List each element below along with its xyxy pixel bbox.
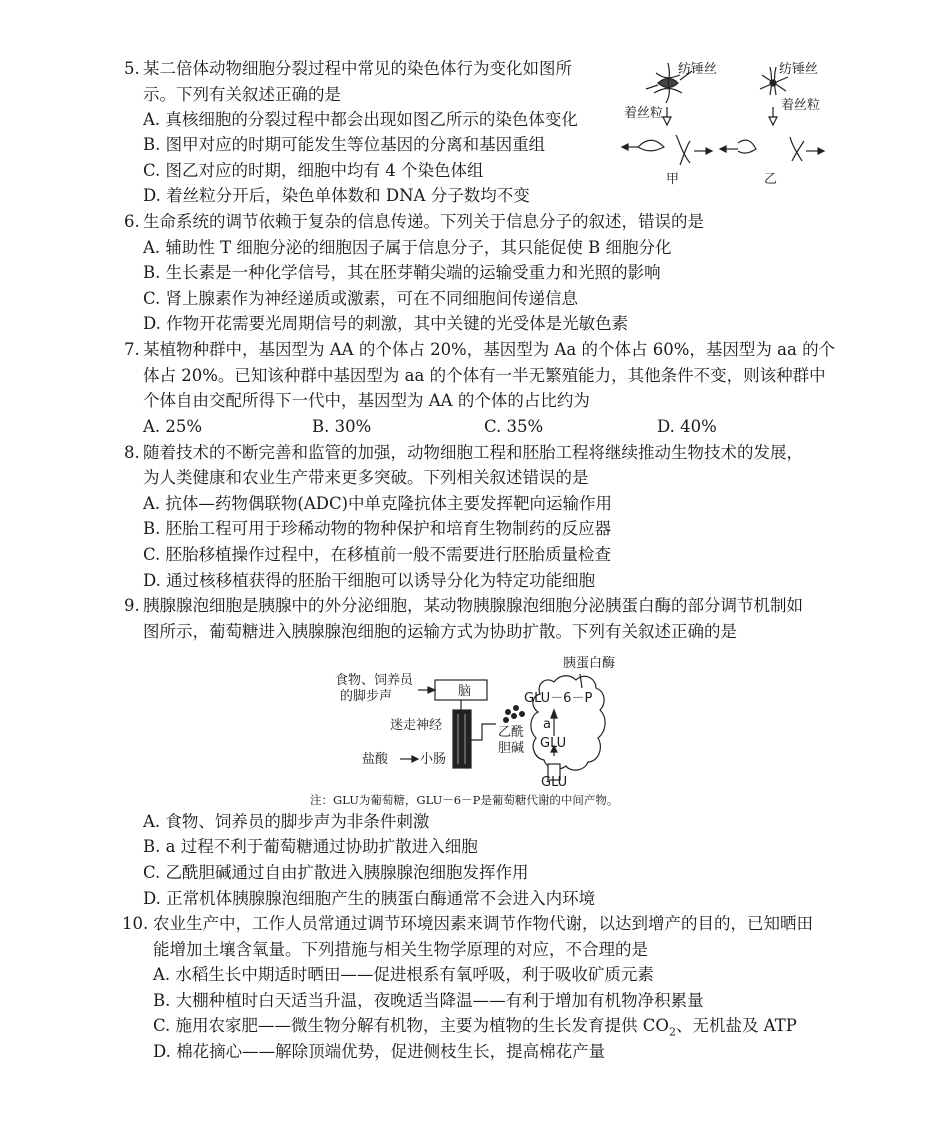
question-stem: 体占 20%。已知该种群中基因型为 aa 的个体有一半无繁殖能力，其他条件不变，则该种群中: [143, 366, 826, 385]
option-a: A. 25%: [143, 417, 203, 436]
question-number: 7.: [124, 340, 140, 359]
option-a: A. 水稻生长中期适时晒田——促进根系有氧呼吸，利于吸收矿质元素: [153, 965, 654, 984]
option-c: C. 肾上腺素作为神经递质或激素，可在不同细胞间传递信息: [143, 289, 579, 308]
question-number: 9.: [124, 596, 140, 615]
option-c-text: C. 施用农家肥——微生物分解有机物，主要为植物的生长发育提供 CO: [153, 1016, 669, 1035]
option-d: D. 通过核移植获得的胚胎干细胞可以诱导分化为特定功能细胞: [143, 571, 596, 590]
question-stem: 某植物种群中，基因型为 AA 的个体占 20%，基因型为 Aa 的个体占 60%，基因型为 aa 的个: [143, 340, 836, 359]
question-number: 5.: [124, 59, 140, 78]
option-c: C. 胚胎移植操作过程中，在移植前一般不需要进行胚胎质量检查: [143, 545, 612, 564]
acetylcholine-label: 胆碱: [498, 741, 525, 756]
spindle-label: 纺锤丝: [678, 62, 718, 77]
centromere-label: 着丝粒: [624, 106, 664, 121]
process-a-label: a: [543, 717, 551, 732]
centromere-label: 着丝粒: [781, 98, 821, 113]
question-stem: 为人类健康和农业生产带来更多突破。下列相关叙述错误的是: [143, 468, 589, 487]
option-d: D. 作物开花需要光周期信号的刺激，其中关键的光受体是光敏色素: [143, 314, 629, 333]
question-stem: 胰腺腺泡细胞是胰腺中的外分泌细胞，某动物胰腺腺泡细胞分泌胰蛋白酶的部分调节机制如: [143, 596, 803, 615]
option-b: B. 图甲对应的时期可能发生等位基因的分离和基因重组: [143, 135, 546, 154]
glucose-outside-label: GLU: [541, 775, 568, 790]
option-c: C. 乙酰胆碱通过自由扩散进入胰腺腺泡细胞发挥作用: [143, 863, 529, 882]
option-c: C. 35%: [484, 417, 544, 436]
question-stem: 个体自由交配所得下一代中，基因型为 AA 的个体的占比约为: [143, 391, 590, 410]
stimulus-label: 食物、饲养员: [335, 673, 414, 688]
option-b: B. 大棚种植时白天适当升温，夜晚适当降温——有利于增加有机物净积累量: [153, 991, 704, 1010]
option-d: D. 40%: [657, 417, 717, 436]
option-a: A. 食物、饲养员的脚步声为非条件刺激: [143, 812, 430, 831]
option-a: A. 真核细胞的分裂过程中都会出现如图乙所示的染色体变化: [143, 110, 578, 129]
option-c: [153, 1015, 797, 1043]
glucose-inside-label: GLU: [540, 736, 567, 751]
option-d: D. 正常机体胰腺腺泡细胞产生的胰蛋白酶通常不会进入内环境: [143, 889, 596, 908]
subscript-2: 2: [668, 1025, 676, 1039]
option-b: B. 30%: [312, 417, 372, 436]
option-d: D. 着丝粒分开后，染色单体数和 DNA 分子数均不变: [143, 186, 530, 205]
figure-note: 注：GLU为葡萄糖，GLU－6－P是葡萄糖代谢的中间产物。: [310, 793, 619, 807]
hcl-label: 盐酸: [362, 752, 389, 767]
figure-label-jia: 甲: [666, 172, 680, 187]
vagus-nerve-label: 迷走神经: [390, 718, 443, 733]
brain-label: 脑: [458, 684, 472, 699]
intestine-label: 小肠: [420, 752, 447, 767]
question-stem: 生命系统的调节依赖于复杂的信息传递。下列关于信息分子的叙述，错误的是: [143, 212, 704, 231]
question-stem: 农业生产中，工作人员常通过调节环境因素来调节作物代谢，以达到增产的目的，已知晒田: [153, 914, 813, 933]
question-number: 10.: [122, 914, 149, 933]
option-b: B. 胚胎工程可用于珍稀动物的物种保护和培育生物制药的反应器: [143, 519, 612, 538]
question-stem: 某二倍体动物细胞分裂过程中常见的染色体行为变化如图所: [143, 59, 572, 78]
question-stem: 示。下列有关叙述正确的是: [143, 85, 341, 104]
option-d: D. 棉花摘心——解除顶端优势，促进侧枝生长，提高棉花产量: [153, 1042, 606, 1061]
question-number: 8.: [124, 443, 140, 462]
question-stem: 能增加土壤含氧量。下列措施与相关生物学原理的对应，不合理的是: [153, 940, 648, 959]
option-a: A. 抗体—药物偶联物(ADC)中单克隆抗体主要发挥靶向运输作用: [143, 494, 613, 513]
glu6p-label: GLU－6－P: [524, 691, 593, 706]
option-b: B. a 过程不利于葡萄糖通过协助扩散进入细胞: [143, 837, 478, 856]
option-a: A. 辅助性 T 细胞分泌的细胞因子属于信息分子，其只能促使 B 细胞分化: [143, 238, 672, 257]
figure-label-yi: 乙: [764, 172, 778, 187]
question-number: 6.: [124, 212, 140, 231]
acetylcholine-label: 乙酰: [498, 725, 525, 740]
option-c-text-end: 、无机盐及 ATP: [675, 1016, 797, 1035]
question-stem: 图所示，葡萄糖进入胰腺腺泡细胞的运输方式为协助扩散。下列有关叙述正确的是: [143, 622, 737, 641]
option-b: B. 生长素是一种化学信号，其在胚芽鞘尖端的运输受重力和光照的影响: [143, 263, 661, 282]
spindle-label: 纺锤丝: [779, 62, 819, 77]
stimulus-label: 的脚步声: [340, 689, 393, 704]
option-c: C. 图乙对应的时期，细胞中均有 4 个染色体组: [143, 161, 484, 180]
question-stem: 随着技术的不断完善和监管的加强，动物细胞工程和胚胎工程将继续推动生物技术的发展，: [143, 443, 803, 462]
trypsin-label: 胰蛋白酶: [563, 656, 616, 671]
